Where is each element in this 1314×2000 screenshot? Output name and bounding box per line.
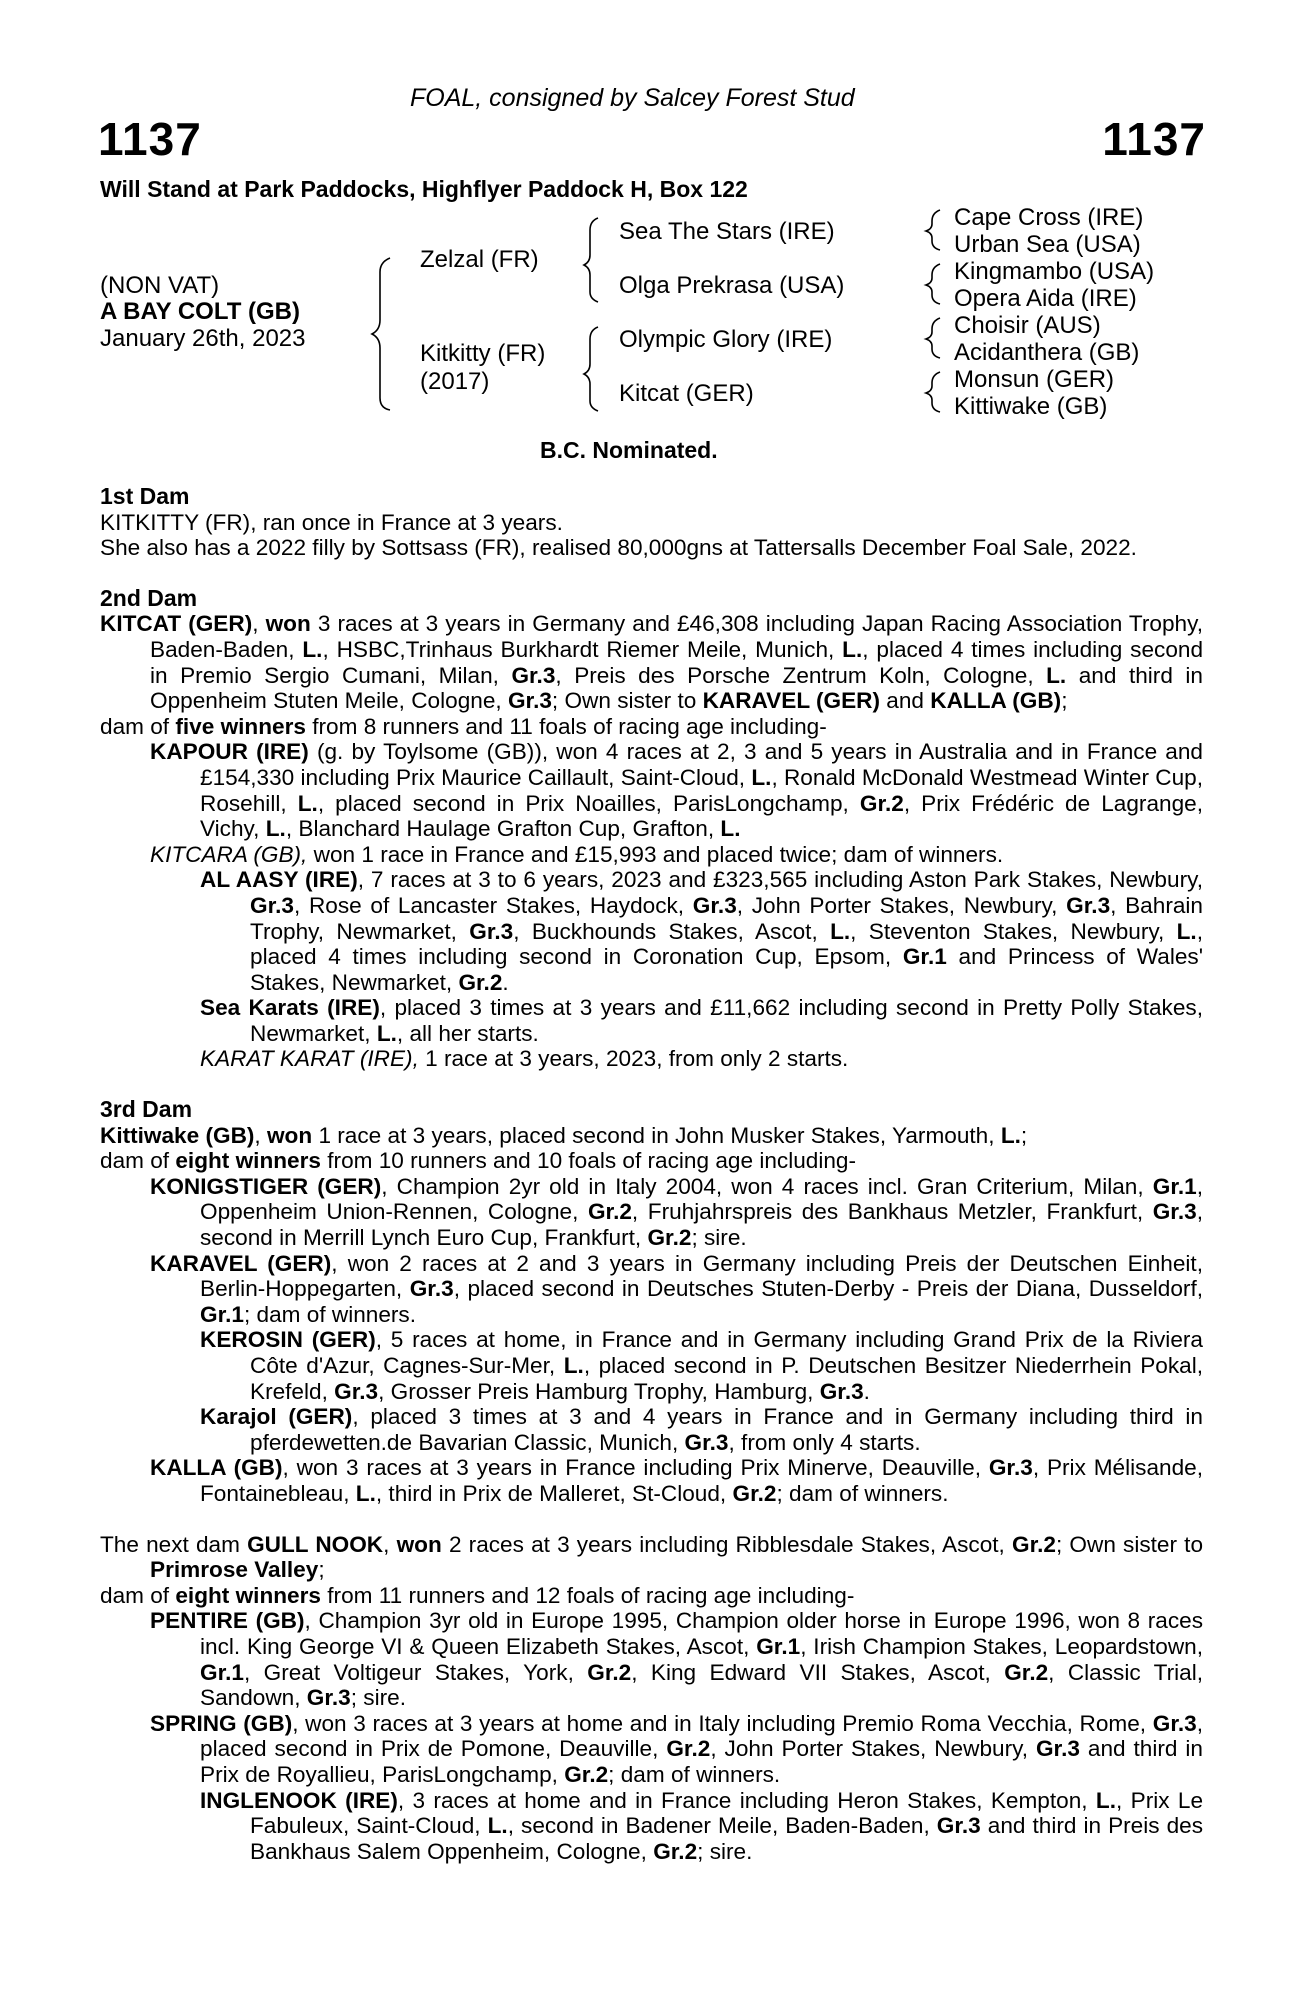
pedigree-g6: Acidanthera (GB) bbox=[954, 339, 1140, 366]
sire-sire: Sea The Stars (IRE) bbox=[619, 218, 835, 245]
karajol-entry: Karajol (GER), placed 3 times at 3 and 4 years in France and in Germany including third in pferdewetten.de Bavarian Classic, Munich, Gr.3, from only 4 starts. bbox=[200, 1404, 1203, 1455]
pedigree-g2: Urban Sea (USA) bbox=[954, 231, 1141, 258]
dam-year: (2017) bbox=[420, 368, 490, 395]
kalla-entry: KALLA (GB), won 3 races at 3 years in France including Prix Minerve, Deauville, Gr.3, Prix Mélisande, Fontainebleau, L., third in Prix de Malleret, St-Cloud, Gr.2; dam of winners. bbox=[150, 1455, 1203, 1506]
section-heading-3rd-dam: 3rd Dam bbox=[100, 1096, 193, 1123]
inglenook-entry: INGLENOOK (IRE), 3 races at home and in France including Heron Stakes, Kempton, L., Prix Le Fabuleux, Saint-Cloud, L., second in Badener Meile, Baden-Baden, Gr.3 and third in Preis des Bankhaus Salem Oppenheim, Cologne, Gr.2; sire. bbox=[200, 1787, 1204, 1864]
dam1-line-2: She also has a 2022 filly by Sottsass (FR), realised 80,000gns at Tattersalls December Foal Sale, 2022. bbox=[100, 535, 1137, 561]
spring-entry: SPRING (GB), won 3 races at 3 years at home and in Italy including Premio Roma Vecchia, Rome, Gr.3, placed second in Prix de Pomone, Deauville, Gr.2, John Porter Stakes, Newbury, Gr.3 and third in Prix de Royallieu, ParisLongchamp, Gr.2; dam of winners. bbox=[150, 1710, 1204, 1787]
dam1-line-1: KITKITTY (FR), ran once in France at 3 years. bbox=[100, 509, 563, 535]
pedigree-g1: Cape Cross (IRE) bbox=[954, 204, 1144, 231]
dam-dam: Kitcat (GER) bbox=[619, 380, 754, 407]
pentire-entry: PENTIRE (GB), Champion 3yr old in Europe 1995, Champion older horse in Europe 1996, won 8 races incl. King George VI & Queen Elizabeth Stakes, Ascot, Gr.1, Irish Champion Stakes, Leopardstown, Gr.1, Great Voltigeur Stakes, York, Gr.2, King Edward VII Stakes, Ascot, Gr.2, Classic Trial, Sandown, Gr.3; sire. bbox=[150, 1608, 1204, 1711]
dam-sire: Olympic Glory (IRE) bbox=[619, 326, 833, 353]
section-heading-2nd-dam: 2nd Dam bbox=[100, 584, 198, 611]
sea-karats-entry: Sea Karats (IRE), placed 3 times at 3 years and £11,662 including second in Pretty Polly Stakes, Newmarket, L., all her starts. bbox=[200, 995, 1203, 1046]
karavel-entry: KARAVEL (GER), won 2 races at 2 and 3 years in Germany including Preis der Deutschen Einheit, Berlin-Hoppegarten, Gr.3, placed second in Deutsches Stuten-Derby - Preis der Diana, Dusseldorf, Gr.1; dam of winners. bbox=[150, 1250, 1203, 1327]
won-label: won bbox=[265, 611, 311, 637]
section-heading-1st-dam: 1st Dam bbox=[100, 483, 190, 509]
kitcat-entry: KITCAT (GER), won 3 races at 3 years in Germany and £46,308 including Japan Racing Association Trophy, Baden-Baden, L., HSBC,Trinhaus Burkhardt Riemer Meile, Munich, L., placed 4 times including second in Premio Sergio Cumani, Milan, Gr.3, Preis des Porsche Zentrum Koln, Cologne, L. and third in Oppenheim Stuten Meile, Cologne, Gr.3; Own sister to KARAVEL (GER) and KALLA (GB); bbox=[100, 611, 1204, 714]
vat-status: (NON VAT) bbox=[100, 272, 220, 299]
kapour-entry: KAPOUR (IRE) (g. by Toylsome (GB)), won 4 races at 2, 3 and 5 years in Australia and in France and £154,330 including Prix Maurice Caillault, Saint-Cloud, L., Ronald McDonald Westmead Winter Cup, Rosehill, L., placed second in Prix Noailles, ParisLongchamp, Gr.2, Prix Frédéric de Lagrange, Vichy, L., Blanchard Haulage Grafton Cup, Grafton, L. bbox=[150, 739, 1203, 842]
horse-name: KITCAT (GER) bbox=[100, 611, 253, 637]
gull-nook-entry: The next dam GULL NOOK, won 2 races at 3 years including Ribblesdale Stakes, Ascot, Gr.2; Own sister to Primrose Valley; bbox=[100, 1531, 1204, 1583]
pedigree-g5: Choisir (AUS) bbox=[954, 312, 1101, 339]
pedigree-g3: Kingmambo (USA) bbox=[954, 258, 1155, 285]
lot-number-left: 1137 bbox=[98, 113, 202, 165]
consignment-line: FOAL, consigned by Salcey Forest Stud bbox=[410, 84, 855, 112]
dam3-produce-summary: dam of eight winners from 10 runners and 10 foals of racing age including- bbox=[100, 1148, 857, 1174]
pedigree-g4: Opera Aida (IRE) bbox=[954, 285, 1137, 312]
subject-dob: January 26th, 2023 bbox=[100, 325, 306, 352]
al-aasy-entry: AL AASY (IRE), 7 races at 3 to 6 years, 2023 and £323,565 including Aston Park Stakes, Newbury, Gr.3, Rose of Lancaster Stakes, Haydock, Gr.3, John Porter Stakes, Newbury, Gr.3, Bahrain Trophy, Newmarket, Gr.3, Buckhounds Stakes, Ascot, L., Steventon Stakes, Newbury, L., placed 4 times including second in Coronation Cup, Epsom, Gr.1 and Princess of Wales' Stakes, Newmarket, Gr.2. bbox=[200, 867, 1204, 995]
pedigree-g7: Monsun (GER) bbox=[954, 366, 1115, 393]
kerosin-entry: KEROSIN (GER), 5 races at home, in France and in Germany including Grand Prix de la Riviera Côte d'Azur, Cagnes-Sur-Mer, L., placed second in P. Deutschen Besitzer Niederrhein Pokal, Krefeld, Gr.3, Grosser Preis Hamburg Trophy, Hamburg, Gr.3. bbox=[200, 1327, 1204, 1404]
dam2-produce-summary: dam of five winners from 8 runners and 11 foals of racing age including- bbox=[100, 713, 827, 739]
konigstiger-entry: KONIGSTIGER (GER), Champion 2yr old in Italy 2004, won 4 races incl. Gran Criterium, Milan, Gr.1, Oppenheim Union-Rennen, Cologne, Gr.2, Fruhjahrspreis des Bankhaus Metzler, Frankfurt, Gr.3, second in Merrill Lynch Euro Cup, Frankfurt, Gr.2; sire. bbox=[150, 1173, 1203, 1251]
stand-location: Will Stand at Park Paddocks, Highflyer Paddock H, Box 122 bbox=[100, 176, 748, 202]
kitcara-entry: KITCARA (GB), won 1 race in France and £15,993 and placed twice; dam of winners. bbox=[150, 841, 1004, 867]
lot-number-right: 1137 bbox=[1102, 113, 1206, 165]
catalogue-body bbox=[100, 484, 1203, 1864]
pedigree-g8: Kittiwake (GB) bbox=[954, 393, 1108, 420]
karat-karat-entry: KARAT KARAT (IRE), 1 race at 3 years, 2023, from only 2 starts. bbox=[200, 1046, 849, 1072]
sire-dam: Olga Prekrasa (USA) bbox=[619, 272, 845, 299]
sire: Zelzal (FR) bbox=[420, 246, 539, 273]
bc-nominated: B.C. Nominated. bbox=[540, 437, 718, 463]
nextdam-produce-summary: dam of eight winners from 11 runners and 12 foals of racing age including- bbox=[100, 1582, 855, 1608]
subject-name: A BAY COLT (GB) bbox=[100, 298, 301, 325]
kittiwake-entry: Kittiwake (GB), won 1 race at 3 years, placed second in John Musker Stakes, Yarmouth, L.; bbox=[100, 1122, 1028, 1148]
dam: Kitkitty (FR) bbox=[420, 340, 546, 367]
